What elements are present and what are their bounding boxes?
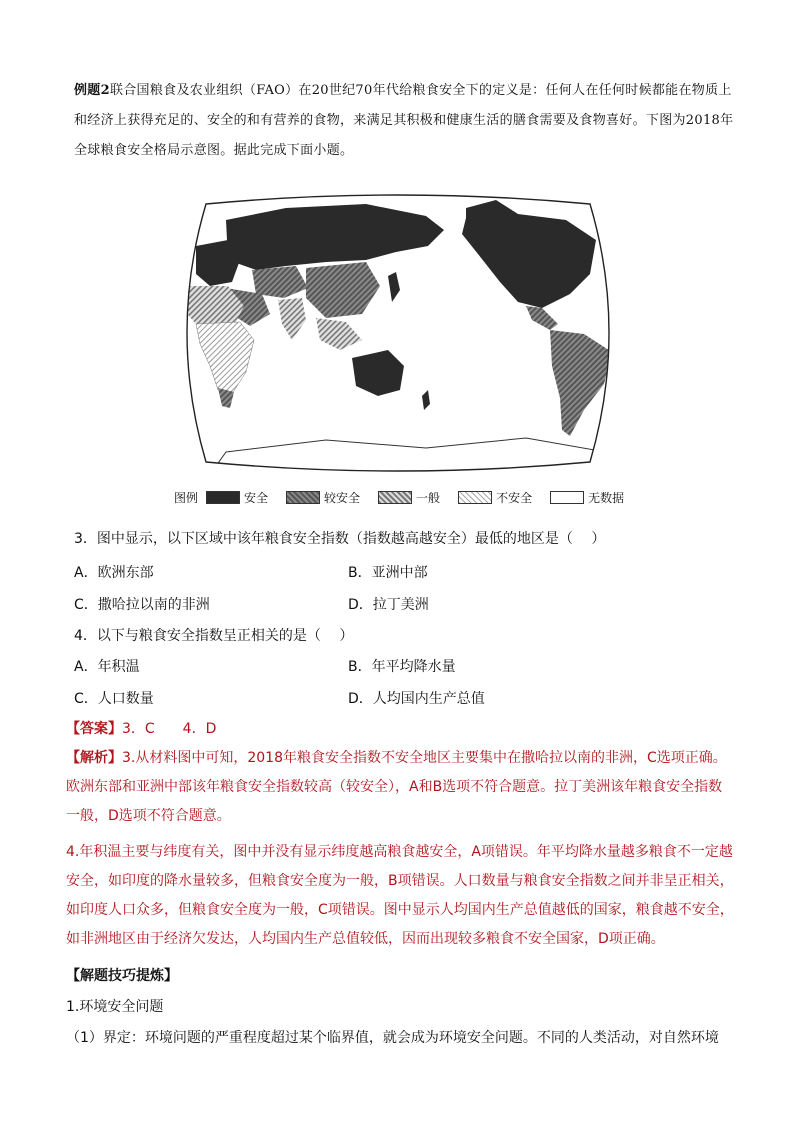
q4-option-a: A．年积温	[74, 659, 140, 675]
q3-option-b: B．亚洲中部	[348, 565, 428, 581]
analysis-paragraph-1	[66, 744, 734, 831]
question-3-stem: 3．图中显示，以下区域中该年粮食安全指数（指数越高越安全）最低的地区是（ ）	[74, 531, 606, 547]
answer-text: 3．C 4．D	[122, 721, 217, 737]
tip-item-1-text: （1）界定：环境问题的严重程度超过某个临界值，就会成为环境安全问题。不同的人类活动，对自然环境	[66, 1030, 719, 1046]
legend-swatch-average	[378, 491, 412, 504]
legend-label-average: 一般	[416, 490, 441, 505]
q3-option-d: D．拉丁美洲	[348, 597, 429, 613]
legend-swatch-unsafe	[458, 491, 492, 504]
legend-item-relatively-safe	[278, 489, 360, 506]
legend-title: 图例	[174, 490, 199, 505]
legend-label-relatively-safe: 较安全	[324, 490, 361, 505]
legend-label-unsafe: 不安全	[496, 490, 533, 505]
analysis-paragraph-2: 4.年积温主要与纬度有关，图中并没有显示纬度越高粮食越安全，A项错误。年平均降水量越多粮食不一定越安全，如印度的降水量较多，但粮食安全度为一般，B项错误。人口数量与粮食安全指数之间并非呈正相关，如印度人口众多，但粮食安全度为一般，C项错误。图中显示人均国内生产总值越低的国家，粮食越不安全，如非洲地区由于经济欠发达，人均国内生产总值较低，因而出现较多粮食不安全国家，D项正确。	[66, 844, 734, 947]
legend-label-safe: 安全	[244, 490, 269, 505]
world-food-security-map	[166, 190, 630, 475]
tips-heading: 【解题技巧提炼】	[66, 968, 178, 984]
map-graphic	[166, 190, 630, 475]
analysis-label: 【解析】	[66, 750, 122, 766]
legend-swatch-relatively-safe	[286, 491, 320, 504]
analysis-text-1: 3.从材料图中可知，2018年粮食安全指数不安全地区主要集中在撒哈拉以南的非洲，C选项正确。欧洲东部和亚洲中部该年粮食安全指数较高（较安全），A和B选项不符合题意。拉丁美洲该年粮食安全指数一般，D选项不符合题意。	[66, 750, 727, 824]
q3-option-a: A．欧洲东部	[74, 565, 154, 581]
intro-paragraph	[74, 76, 734, 166]
legend-item-average	[370, 489, 440, 506]
example-label: 例题2	[74, 83, 110, 98]
question-4-stem: 4．以下与粮食安全指数呈正相关的是（ ）	[74, 628, 354, 644]
legend-swatch-safe	[206, 491, 240, 504]
q4-option-b: B．年平均降水量	[348, 659, 456, 675]
intro-text: 联合国粮食及农业组织（FAO）在20世纪70年代给粮食安全下的定义是：任何人在任何时候都能在物质上和经济上获得充足的、安全的和有营养的食物，来满足其积极和健康生活的膳食需要及食物喜好。下图为2018年全球粮食安全格局示意图。据此完成下面小题。	[74, 83, 734, 158]
answer-label: 【答案】	[66, 721, 122, 737]
q3-option-c: C．撒哈拉以南的非洲	[74, 597, 210, 613]
q4-option-c: C．人口数量	[74, 691, 154, 707]
legend-item-unsafe	[450, 489, 532, 506]
legend-label-no-data: 无数据	[588, 490, 625, 505]
answer-line	[66, 718, 216, 738]
legend-item-safe	[198, 489, 268, 506]
q4-option-d: D．人均国内生产总值	[348, 691, 485, 707]
legend-swatch-no-data	[550, 491, 584, 504]
legend-item-no-data	[542, 489, 624, 506]
tip-item-1-title: 1.环境安全问题	[66, 999, 164, 1015]
map-legend	[174, 486, 634, 508]
